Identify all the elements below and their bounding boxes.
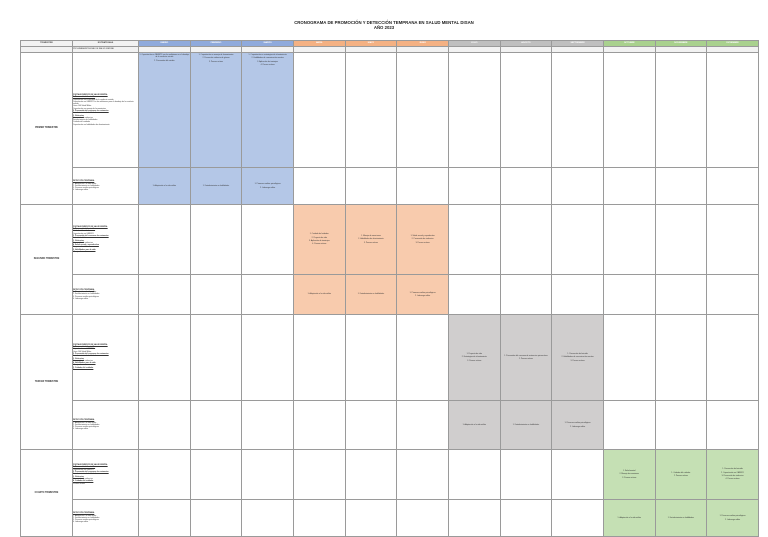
strategy-heading: DETECCIÓN TEMPRANA	[73, 419, 95, 422]
activity-line: 1. Capacitación en CASSPO con los anfitriones en el abordaje de la conducta suicida	[139, 54, 190, 59]
activity-cell	[345, 275, 397, 315]
empty-month-cell	[345, 500, 397, 537]
strategy-line: Prevención de violencias	[73, 359, 93, 362]
empty-month-cell	[552, 500, 604, 537]
strategy-heading: 2. Prevención del consumo de sustancias	[73, 110, 109, 112]
strategy-line: Proyecto de vida	[73, 246, 87, 249]
strategy-heading: 5. Cuidado del cuidador	[73, 366, 94, 369]
strategy-line: 4. Liderazgo militar	[73, 521, 89, 524]
strategy-line: Pausas activas	[73, 482, 86, 485]
strategy-heading: 3. Violencias	[73, 475, 84, 478]
strategy-line: 1. Adaptación a la vida militar	[73, 182, 97, 185]
empty-month-cell	[707, 205, 759, 275]
empty-month-cell	[707, 401, 759, 450]
activity-line: 2. Liderazgo militar	[569, 425, 586, 428]
strategy-heading: 3. Violencias	[73, 239, 84, 242]
activity-line: 1. Capacitación en manejo de herramientas	[198, 54, 234, 56]
strategy-heading: 2. Prevención del consumo de sustancias	[73, 352, 109, 355]
empty-month-cell	[603, 168, 655, 205]
document-title-block	[0, 20, 768, 30]
empty-month-cell	[655, 275, 707, 315]
empty-month-cell	[552, 275, 604, 315]
activity-cell	[397, 205, 449, 275]
schedule-table	[20, 40, 759, 537]
strategy-line: 3. Primeros auxilios psicológicos	[73, 426, 99, 429]
activity-line: 3. Pausas activas	[363, 241, 378, 244]
activity-line: 1. Primeros auxilios psicológicos	[719, 515, 746, 518]
strategy-line: Prevención de violencias	[73, 477, 93, 480]
activity-line: 1. Prevención del consumo de sustancias psicoactivas	[504, 354, 548, 357]
activity-line: 1. Primeros auxilios psicológicos	[254, 183, 281, 186]
strategy-heading: 3. Violencias	[73, 114, 84, 117]
strategy-line: 1. Adaptación a la vida militar	[73, 421, 97, 424]
strategy-heading: DETECCIÓN TEMPRANA	[73, 180, 95, 183]
empty-month-cell	[190, 401, 242, 450]
empty-month-cell	[242, 205, 294, 275]
strategy-line: 4. Liderazgo militar	[73, 297, 89, 300]
empty-month-cell	[293, 168, 345, 205]
strategy-line: Pausas activas	[73, 368, 86, 371]
activity-line: 2. Prevención violencia de género	[202, 57, 230, 60]
empty-month-cell	[603, 315, 655, 401]
empty-month-cell	[242, 401, 294, 450]
activity-line: 3. Pausas activas	[570, 359, 585, 362]
activity-cell	[242, 168, 294, 205]
empty-month-cell	[397, 53, 449, 168]
strategy-heading: 1. Prevención del suicidio	[73, 346, 96, 349]
header-month-febrero: FEBRERO	[190, 41, 242, 47]
empty-month-cell	[448, 275, 500, 315]
strategy-line: 1. Adaptación a la vida militar	[73, 514, 97, 517]
empty-month-cell	[190, 315, 242, 401]
header-month-junio: JUNIO	[397, 41, 449, 47]
empty-month-cell	[552, 205, 604, 275]
activity-line: 3. Prevención de violencias	[721, 475, 744, 477]
activity-line: 3. Pausas activas	[415, 241, 430, 244]
strategy-line: 3. Primeros auxilios psicológicos	[73, 519, 99, 522]
empty-month-cell	[397, 168, 449, 205]
empty-month-cell	[397, 315, 449, 401]
trimester-label: TERCER TRIMESTRE	[21, 315, 73, 450]
empty-month-cell	[500, 500, 552, 537]
empty-month-cell	[448, 500, 500, 537]
header-trimestre: TRIMESTRE	[21, 41, 73, 47]
strategy-line: Prevención de violencias	[73, 241, 93, 244]
header-month-julio: JULIO	[448, 41, 500, 47]
empty-month-cell	[139, 275, 191, 315]
activity-line: 1. Fortalecimiento en habilidades	[512, 423, 540, 426]
strategy-heading: 2. Prevención del consumo de sustancias	[73, 234, 109, 237]
strategy-heading: FORTALECIMIENTO EN SALUD MENTAL	[73, 225, 108, 228]
activity-line: 2. Habilidades de afrontamiento	[358, 238, 384, 241]
activity-line: 1. Manejo de emociones	[361, 234, 381, 237]
strategy-line: Capacitación en CASSPO	[73, 232, 94, 235]
empty-month-cell	[655, 168, 707, 205]
activity-line: 1. Cuidado del cuidador	[671, 471, 691, 474]
empty-month-cell	[552, 168, 604, 205]
activity-cell	[190, 168, 242, 205]
empty-month-cell	[707, 53, 759, 168]
empty-month-cell	[190, 275, 242, 315]
activity-line: 4. Pausas activas	[725, 478, 740, 481]
activity-cell	[603, 450, 655, 500]
empty-month-cell	[139, 450, 191, 500]
empty-month-cell	[190, 500, 242, 537]
strategy-line: Fortalecimiento de habilidades	[73, 473, 98, 476]
activity-line: 1. Fortalecimiento en habilidades	[357, 293, 385, 296]
empty-month-cell	[655, 205, 707, 275]
activity-line: 2. Habilidades de comunicación asertiva	[251, 57, 284, 60]
activity-line: 1. Primeros auxilios psicológicos	[564, 422, 591, 425]
strategy-cell	[73, 500, 139, 537]
strategy-line: Manejo de emociones	[73, 364, 91, 367]
activity-line: 2. Proyecto de vida	[311, 236, 327, 239]
empty-month-cell	[448, 205, 500, 275]
empty-month-cell	[242, 315, 294, 401]
empty-month-cell	[500, 168, 552, 205]
activity-line: 2. Pausas activas	[518, 358, 533, 360]
activity-line: 1. Salud mental	[622, 469, 636, 472]
activity-line: 1. Adaptación a la vida militar	[307, 293, 331, 296]
strategy-line: Capacitación en el abordaje de la conducta suicida	[73, 98, 114, 101]
activity-line: 3. Pausas activas	[622, 476, 637, 479]
activity-cell	[500, 315, 552, 401]
empty-month-cell	[603, 53, 655, 168]
empty-month-cell	[293, 315, 345, 401]
strategy-heading: 5. Habilidades para la vida	[73, 248, 96, 251]
document-title: CRONOGRAMA DE PROMOCIÓN Y DETECCIÓN TEMPRANA EN SALUD MENTAL DISAN	[294, 20, 474, 25]
empty-month-cell	[397, 450, 449, 500]
activity-cell	[552, 401, 604, 450]
strategy-line: 4. Liderazgo militar	[73, 189, 89, 192]
strategy-line: 2. Fortalecimiento en habilidades	[73, 184, 100, 187]
strategy-cell	[73, 205, 139, 275]
trimester-label: PRIMER TRIMESTRE	[21, 53, 73, 205]
activity-cell	[448, 315, 500, 401]
header-month-mayo: MAYO	[345, 41, 397, 47]
empty-month-cell	[190, 205, 242, 275]
empty-month-cell	[397, 401, 449, 450]
empty-month-cell	[397, 500, 449, 537]
activity-line: 2. Pausas activas	[673, 475, 688, 477]
activity-line: 1. Fortalecimiento en habilidades	[202, 184, 230, 187]
strategy-line: Prevención de violencias	[73, 116, 93, 119]
empty-month-cell	[139, 315, 191, 401]
strategy-cell	[73, 275, 139, 315]
table-row	[21, 450, 759, 500]
activity-line: 1. Proyecto de vida	[466, 352, 482, 355]
activity-line: 3. Aplicación de tamizajes	[257, 60, 278, 63]
strategy-line: Capacitación en manejo de herramientas	[73, 107, 106, 110]
strategy-heading: 2. Prevención del consumo de sustancias	[73, 471, 109, 474]
subheader-program-label: PROGRAMA INTEGRAL DE SALUD MENTAL	[73, 47, 139, 53]
activity-cell	[139, 168, 191, 205]
activity-line: 2. Estrategias de afrontamiento	[461, 356, 487, 359]
strategy-line: Línea 106 Salud Militar	[73, 105, 92, 108]
activity-cell	[655, 450, 707, 500]
header-month-noviembre: NOVIEMBRE	[655, 41, 707, 47]
empty-month-cell	[242, 500, 294, 537]
empty-month-cell	[500, 450, 552, 500]
activity-line: 3. Pausas activas	[467, 359, 482, 362]
strategy-heading: DETECCIÓN TEMPRANA	[73, 288, 95, 291]
empty-month-cell	[345, 168, 397, 205]
activity-line: 1. Cuidado del cuidador	[309, 233, 329, 236]
strategy-line: Línea 106 Salud Militar	[73, 350, 92, 353]
empty-month-cell	[500, 275, 552, 315]
empty-month-cell	[345, 450, 397, 500]
activity-line: 2. Prevención del suicidio	[154, 59, 175, 62]
empty-month-cell	[707, 315, 759, 401]
strategy-heading: 4. Salud sexual y reproductiva	[73, 244, 99, 247]
strategy-line: 2. Fortalecimiento en habilidades	[73, 293, 100, 296]
strategy-line: 1. Adaptación a la vida militar	[73, 291, 97, 294]
activity-line: 2. Liderazgo militar	[724, 518, 741, 521]
empty-month-cell	[190, 450, 242, 500]
strategy-heading: 1. Prevención del suicidio	[73, 228, 96, 231]
strategy-line: Cuidado del cuidador	[73, 230, 90, 233]
strategy-heading: FORTALECIMIENTO EN SALUD MENTAL	[73, 464, 108, 467]
strategy-heading: DETECCIÓN TEMPRANA	[73, 512, 95, 515]
strategy-heading: 1. Prevención del suicidio	[73, 96, 96, 99]
strategy-line: Manejo de emociones	[73, 250, 91, 253]
strategy-line: 3. Primeros auxilios psicológicos	[73, 295, 99, 298]
activity-cell	[500, 401, 552, 450]
empty-month-cell	[345, 53, 397, 168]
header-month-agosto: AGOSTO	[500, 41, 552, 47]
strategy-heading: 4. Cuidado del cuidador	[73, 480, 94, 483]
header-estrategias: ESTRATEGIAS	[73, 41, 139, 47]
strategy-cell	[73, 450, 139, 500]
strategy-heading: 4. Habilidades para la vida	[73, 362, 96, 365]
table-row	[21, 315, 759, 401]
table-row	[21, 275, 759, 315]
activity-line: 2. Liderazgo militar	[260, 186, 276, 189]
table-row	[21, 500, 759, 537]
table-row	[21, 168, 759, 205]
header-month-marzo: MARZO	[242, 41, 294, 47]
activity-line: 3. Pausas activas	[208, 60, 224, 63]
header-month-septiembre: SEPTIEMBRE	[552, 41, 604, 47]
activity-line: 1. Prevención del suicidio	[567, 352, 588, 355]
table-row	[21, 401, 759, 450]
activity-cell	[293, 205, 345, 275]
empty-month-cell	[603, 401, 655, 450]
strategy-line: 2. Fortalecimiento en habilidades	[73, 423, 100, 426]
activity-line: 2. Habilidades de comunicación asertiva	[561, 356, 594, 359]
strategy-line: Capacitación en CASSPO	[73, 468, 94, 471]
empty-month-cell	[139, 500, 191, 537]
empty-month-cell	[345, 315, 397, 401]
strategy-line: Capacitación en CASSPO en los anfitriones para el abordaje de la conducta suicida	[73, 100, 134, 106]
activity-line: 4. Pausas activas	[260, 64, 275, 67]
activity-line: 2. Capacitación en CASSPO	[721, 471, 744, 474]
activity-cell	[293, 275, 345, 315]
activity-line: 2. Liderazgo militar	[415, 295, 431, 297]
activity-line: 1. Capacitación en estrategias de afrontamiento	[248, 54, 287, 56]
strategy-line: Fortalecimiento de habilidades	[73, 355, 98, 358]
strategy-line: 2. Fortalecimiento en habilidades	[73, 516, 100, 519]
strategy-line: Fortalecimiento de habilidades	[73, 112, 98, 115]
header-month-octubre: OCTUBRE	[603, 41, 655, 47]
activity-cell	[552, 315, 604, 401]
strategy-cell	[73, 401, 139, 450]
activity-line: 2. Manejo de emociones	[619, 473, 640, 476]
empty-month-cell	[603, 275, 655, 315]
document-year: AÑO 2023	[373, 25, 395, 30]
empty-month-cell	[707, 275, 759, 315]
activity-cell	[707, 450, 759, 500]
empty-month-cell	[655, 315, 707, 401]
activity-cell	[139, 53, 191, 168]
strategy-cell	[73, 53, 139, 168]
activity-cell	[190, 53, 242, 168]
empty-month-cell	[500, 53, 552, 168]
strategy-heading: FORTALECIMIENTO EN SALUD MENTAL	[73, 343, 108, 346]
empty-month-cell	[293, 450, 345, 500]
empty-month-cell	[552, 450, 604, 500]
strategy-cell	[73, 315, 139, 401]
activity-line: 1. Prevención del suicidio	[722, 468, 743, 471]
activity-line: 2. Prevención de violencias	[411, 238, 434, 241]
header-month-enero: ENERO	[139, 41, 191, 47]
activity-line: 4. Pausas activas	[312, 243, 327, 246]
empty-month-cell	[139, 205, 191, 275]
strategy-heading: 3. Violencias	[73, 357, 84, 360]
activity-cell	[397, 275, 449, 315]
trimester-label: CUARTO TRIMESTRE	[21, 450, 73, 537]
strategy-cell	[73, 168, 139, 205]
activity-cell	[345, 205, 397, 275]
empty-month-cell	[139, 401, 191, 450]
activity-line: 1. Fortalecimiento en habilidades	[667, 516, 695, 519]
empty-month-cell	[345, 401, 397, 450]
activity-line: 1. Adaptación a la vida militar	[152, 184, 177, 187]
empty-month-cell	[500, 205, 552, 275]
activity-cell	[448, 401, 500, 450]
activity-line: 1. Salud sexual y reproductiva	[410, 234, 435, 237]
strategy-line: Actividades lúdicas	[73, 237, 89, 240]
empty-month-cell	[242, 450, 294, 500]
empty-month-cell	[448, 53, 500, 168]
empty-month-cell	[655, 53, 707, 168]
activity-line: 1. Adaptación a la vida militar	[617, 516, 641, 519]
strategy-line: Cuidado del cuidador	[73, 121, 90, 124]
strategy-heading: 1. Prevención del suicidio	[73, 466, 96, 469]
activity-cell	[603, 500, 655, 537]
table-row	[21, 205, 759, 275]
empty-month-cell	[552, 53, 604, 168]
activity-line: 3. Aplicación de tamizajes	[308, 240, 330, 242]
empty-month-cell	[707, 168, 759, 205]
activity-line: 1. Primeros auxilios psicológicos	[409, 291, 436, 294]
empty-month-cell	[448, 168, 500, 205]
empty-month-cell	[293, 401, 345, 450]
empty-month-cell	[293, 500, 345, 537]
activity-line: 1. Adaptación a la vida militar	[462, 423, 486, 426]
empty-month-cell	[655, 401, 707, 450]
empty-month-cell	[293, 53, 345, 168]
empty-month-cell	[603, 205, 655, 275]
strategy-line: Capacitación en habilidades de afrontamiento	[73, 123, 110, 126]
strategy-line: Capacitación en CASSPO	[73, 348, 94, 351]
header-month-diciembre: DICIEMBRE	[707, 41, 759, 47]
strategy-line: 4. Liderazgo militar	[73, 428, 89, 431]
empty-month-cell	[242, 275, 294, 315]
strategy-line: Fortalecimiento de habilidades	[73, 119, 98, 122]
activity-cell	[655, 500, 707, 537]
activity-cell	[242, 53, 294, 168]
strategy-heading: FORTALECIMIENTO EN SALUD MENTAL	[73, 93, 108, 96]
header-month-abril: ABRIL	[293, 41, 345, 47]
table-row	[21, 53, 759, 168]
strategy-line: 3. Primeros auxilios psicológicos	[73, 187, 99, 190]
trimester-label: SEGUNDO TRIMESTRE	[21, 205, 73, 315]
activity-cell	[707, 500, 759, 537]
empty-month-cell	[448, 450, 500, 500]
